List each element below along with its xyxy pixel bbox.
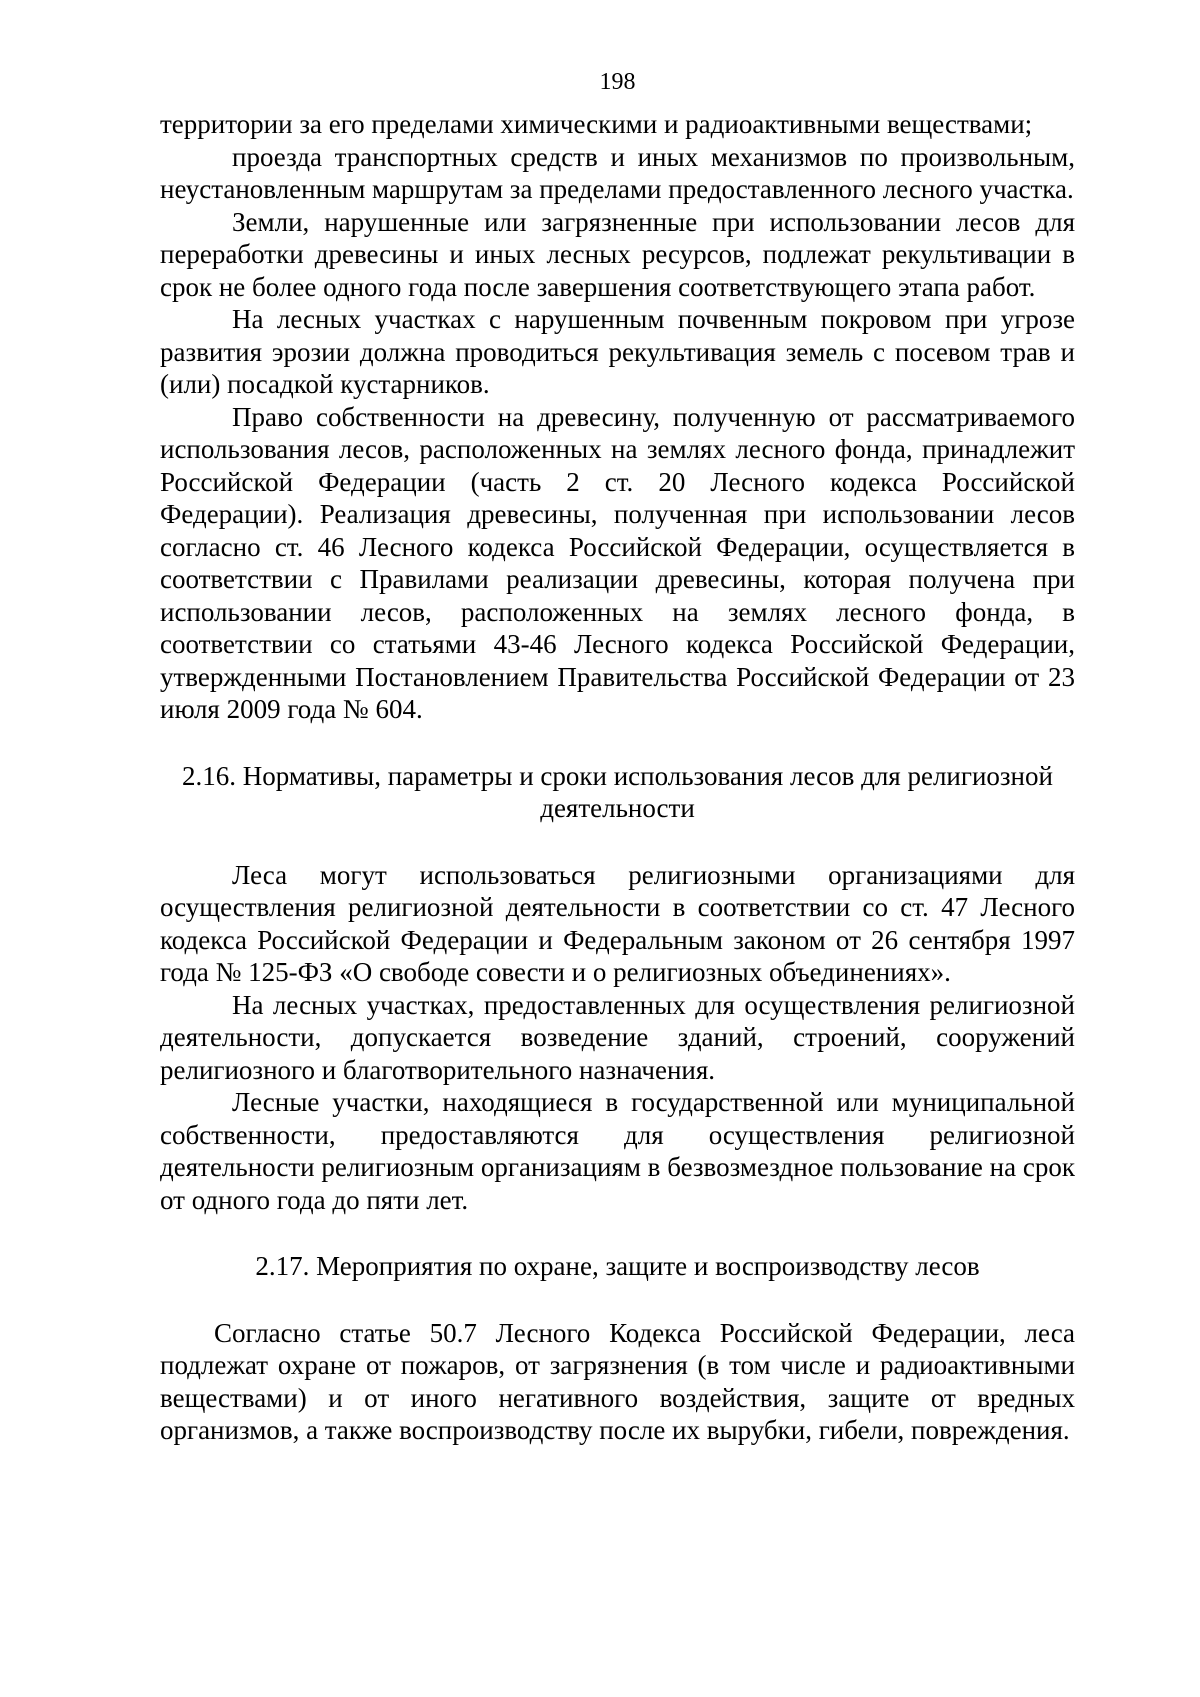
- page-number: 198: [599, 69, 636, 95]
- section-217-heading-wrap: [160, 1250, 1075, 1283]
- paragraph-vehicle-travel: проезда транспортных средств и иных механизмов по произвольным, неустановленным маршрутам за пределами предоставленного лесного участка.: [160, 141, 1075, 204]
- document-page: [160, 66, 1075, 1447]
- paragraph-religious-use: Леса могут использоваться религиозными организациями для осуществления религиозной деятельности в соответствии со ст. 47 Лесного кодекса Российской Федерации и Федеральным законом от 26 сентября 1997 года № 125-ФЗ «О свободе совести и о религиозных объединениях».: [160, 859, 1075, 987]
- paragraph-wood-ownership: Право собственности на древесину, полученную от рассматриваемого использования лесов, расположенных на землях лесного фонда, принадлежит Российской Федерации (часть 2 ст. 20 Лесного кодекса Российской Федерации). Реализация древесины, полученная при использовании лесов согласно ст. 46 Лесного кодекса Российской Федерации, осуществляется в соответствии с Правилами реализации древесины, которая получена при использовании лесов, расположенных на землях лесного фонда, в соответствии со статьями 43-46 Лесного кодекса Российской Федерации, утвержденными Постановлением Правительства Российской Федерации от 23 июля 2009 года № 604.: [160, 401, 1075, 724]
- paragraph-forest-protection: Согласно статье 50.7 Лесного Кодекса Российской Федерации, леса подлежат охране от пожаров, от загрязнения (в том числе и радиоактивными веществами) и от иного негативного воздействия, защите от вредных организмов, а также воспроизводству после их вырубки, гибели, повреждения.: [160, 1317, 1075, 1445]
- paragraph-land-reclamation: Земли, нарушенные или загрязненные при использовании лесов для переработки древесины и иных лесных ресурсов, подлежат рекультивации в срок не более одного года после завершения соответствующего этапа работ.: [160, 206, 1075, 302]
- paragraph-erosion: На лесных участках с нарушенным почвенным покровом при угрозе развития эрозии должна проводиться рекультивация земель с посевом трав и (или) посадкой кустарников.: [160, 304, 1075, 399]
- paragraph-religious-buildings: На лесных участках, предоставленных для осуществления религиозной деятельности, допускается возведение зданий, строений, сооружений религиозного и благотворительного назначения.: [160, 989, 1075, 1085]
- section-216-heading: [160, 760, 1075, 825]
- section-217-heading: 2.17. Мероприятия по охране, защите и воспроизводству лесов: [255, 1251, 980, 1281]
- section-216-heading-line1: 2.16. Нормативы, параметры и сроки использования лесов для религиозной: [182, 760, 1053, 791]
- section-216-body: [160, 859, 1075, 1217]
- paragraph-continuation: территории за его пределами химическими и радиоактивными веществами;: [160, 109, 1033, 139]
- paragraph-free-use: Лесные участки, находящиеся в государственной или муниципальной собственности, предоставляются для осуществления религиозной деятельности религиозным организациям в безвозмездное пользование на срок от одного года до пяти лет.: [160, 1087, 1075, 1215]
- section-217-body: [160, 1317, 1075, 1447]
- section-216-heading-line2: деятельности: [540, 793, 695, 823]
